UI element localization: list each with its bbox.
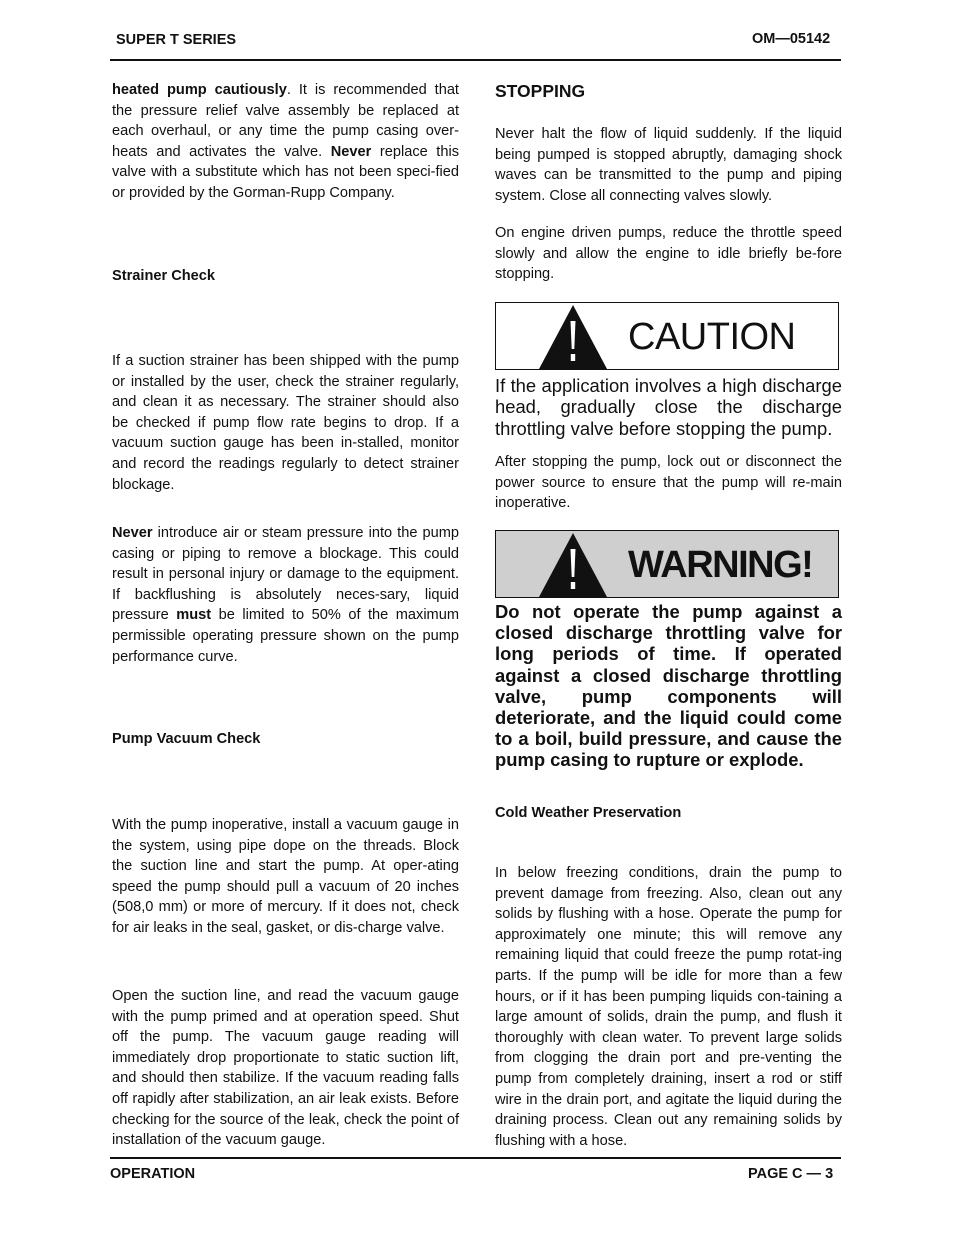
vacuum-text-2: Open the suction line, and read the vacuum gauge with the pump primed and at operation speed. Shut off the pump. The vacuum gauge reading will immediately drop proportionate to static suction lift, and should then stabilize. If the vacuum reading falls off rapidly after stabilization, an air leak exists. Before checking for the source of the leak, check the point of installation of the vacuum gauge. <box>112 988 459 1149</box>
cold-weather-heading: Cold Weather Preservation <box>495 805 682 821</box>
vacuum-paragraph-1 <box>112 815 459 939</box>
strainer-paragraph-1 <box>112 351 459 495</box>
footer-rule <box>110 1157 841 1159</box>
intro-never: Never <box>330 143 372 160</box>
strainer-paragraph-2 <box>112 523 459 667</box>
footer-section: OPERATION <box>110 1166 196 1182</box>
after-stopping-text: After stopping the pump, lock out or disconnect the power source to ensure that the pump will re-main inoperative. <box>495 454 842 512</box>
intro-lead: heated pump cautiously <box>112 82 287 98</box>
header-rule <box>110 59 841 61</box>
strainer-must: must <box>176 607 212 624</box>
stopping-text-1: Never halt the flow of liquid suddenly. If the liquid being pumped is stopped abruptly, damaging shock waves can be transmitted to the pump and piping system. Close all connecting valves slowly. <box>495 126 842 204</box>
after-stopping-paragraph <box>495 452 842 514</box>
warning-text: Do not operate the pump against a closed discharge throttling valve for long periods of time. If operated against a closed discharge throttling valve, pump components will deteriorate, and the liquid could come to a boil, build pressure, and cause the pump casing to rupture or explode. <box>495 601 842 771</box>
strainer-text-1: If a suction strainer has been shipped with the pump or installed by the user, check the strainer regularly, and clean it as necessary. The strainer should also be checked if pump flow rate begins to drop. If a vacuum suction gauge has been in-stalled, monitor and record the readings regularly to detect strainer blockage. <box>112 353 459 493</box>
cold-weather-text: In below freezing conditions, drain the pump to prevent damage from freezing. Also, clean out any solids by flushing with a hose. Operate the pump for approximately one minute; this will remove any remaining liquid that could freeze the pump rotat-ing parts. If the pump will be idle for more than a few hours, or if it has been pumping liquids con-taining a large amount of solids, drain the pump, and flush it thoroughly with clean water. To prevent large solids from clogging the drain port and pre-venting the pump from completely draining, insert a rod or stiff wire in the drain port, and agitate the liquid during the draining process. Clean out any remaining solids by flushing with a hose. <box>495 865 842 1149</box>
strainer-check-heading: Strainer Check <box>112 268 216 284</box>
intro-paragraph <box>112 80 459 204</box>
stopping-text-2: On engine driven pumps, reduce the throttle speed slowly and allow the engine to idle briefly be-fore stopping. <box>495 225 842 283</box>
caution-label: CAUTION <box>628 316 796 358</box>
warning-sign <box>495 530 839 598</box>
caution-sign <box>495 302 839 370</box>
stopping-paragraph-1 <box>495 124 842 206</box>
stopping-paragraph-2 <box>495 223 842 285</box>
caution-triangle-icon <box>536 303 610 371</box>
vacuum-paragraph-2 <box>112 986 459 1151</box>
warning-message <box>495 601 842 771</box>
strainer-never: Never <box>112 525 153 541</box>
strainer-text-2b: be limited to 50% of the maximum permissible operating pressure shown on the pump performance curve. <box>112 607 459 665</box>
stopping-heading: STOPPING <box>495 81 586 101</box>
header-doc-number: OM—05142 <box>752 31 831 47</box>
caution-message <box>495 375 842 439</box>
caution-text: If the application involves a high discharge head, gradually close the discharge throttling valve before stopping the pump. <box>495 375 842 439</box>
intro-text-2: replace this valve with a substitute which has not been speci-fied or provided by the Gorman-Rupp Company. <box>112 143 460 201</box>
intro-text-1: . It is recommended that the pressure relief valve assembly be replaced at each overhaul, or any time the pump casing over-heats and activates the valve. <box>112 82 459 160</box>
header-series: SUPER T SERIES <box>116 32 237 48</box>
vacuum-text-1: With the pump inoperative, install a vacuum gauge in the system, using pipe dope on the threads. Block the suction line and start the pump. At oper-ating speed the pump should pull a vacuum of 20 inches (508,0 mm) or more of mercury. If it does not, check for air leaks in the seal, gasket, or dis-charge valve. <box>112 817 459 936</box>
pump-vacuum-check-heading: Pump Vacuum Check <box>112 731 261 747</box>
cold-weather-paragraph <box>495 863 842 1151</box>
warning-label: WARNING! <box>628 544 813 586</box>
warning-triangle-icon <box>536 531 610 599</box>
strainer-text-2a: introduce air or steam pressure into the pump casing or piping to remove a blockage. This could result in personal injury or damage to the equipment. If backflushing is absolutely neces-sary, liquid pressure <box>112 525 459 624</box>
footer-page-number: PAGE C — 3 <box>748 1166 834 1182</box>
